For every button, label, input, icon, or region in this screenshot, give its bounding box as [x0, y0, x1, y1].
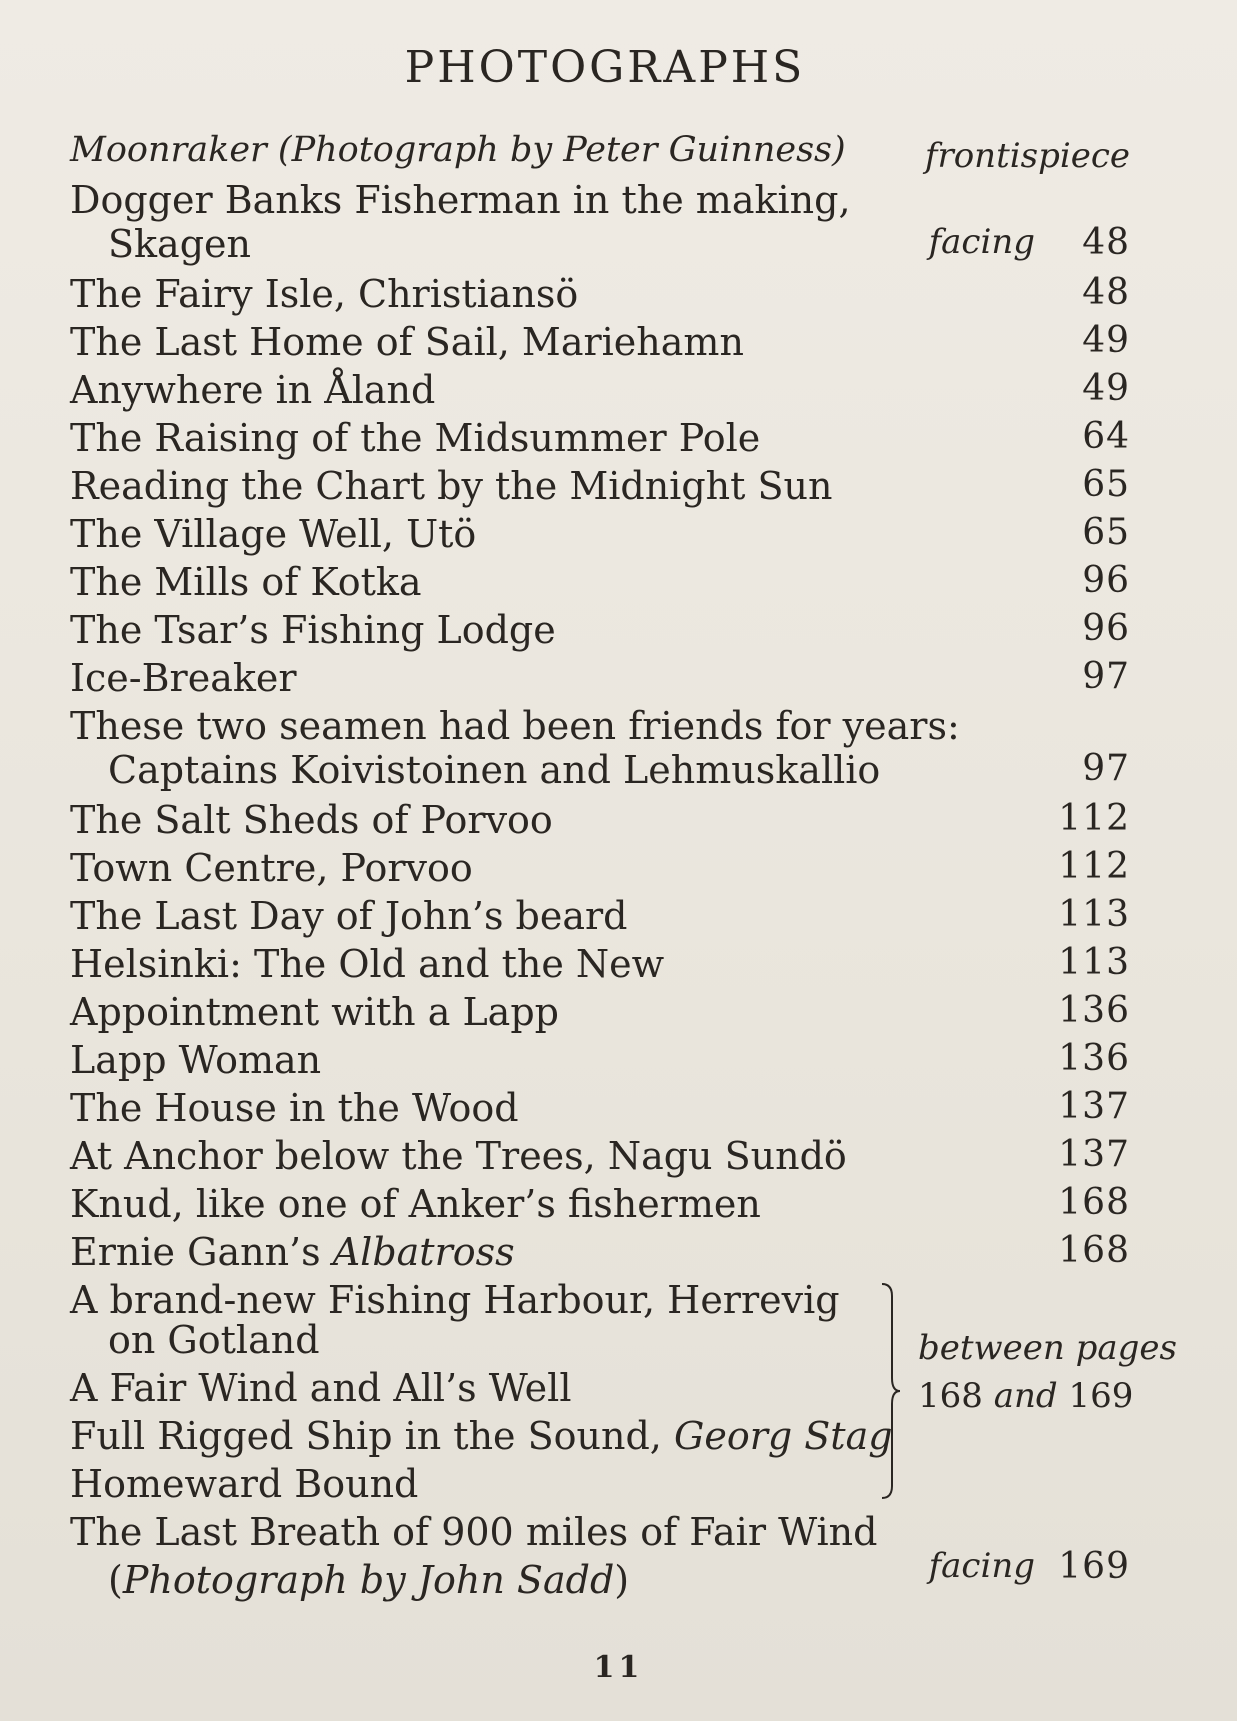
entry-page: 137 [1058, 1086, 1130, 1127]
entry-title: The Village Well, Utö [70, 512, 477, 556]
frontispiece-title: Moonraker [70, 130, 267, 170]
entry-title: At Anchor below the Trees, Nagu Sundö [70, 1134, 847, 1178]
entry-title: Ernie Gann’s Albatross [70, 1230, 515, 1274]
entry-title: Appointment with a Lapp [70, 990, 559, 1034]
entry-page: 136 [1058, 1038, 1130, 1079]
entry-page: 96 [1082, 560, 1130, 601]
brace-icon [880, 1282, 902, 1500]
list-item [70, 604, 1130, 652]
entry-title: Town Centre, Porvoo [70, 846, 473, 890]
list-item [70, 1226, 1130, 1274]
list-item [70, 364, 1130, 412]
list-item [70, 652, 1130, 700]
last-entry-credit: Photograph by John Sadd [122, 1558, 615, 1602]
entry-continuation: on Gotland [108, 1318, 320, 1362]
between-pages-label: between pages 168 and 169 [918, 1328, 1177, 1416]
last-entry: The Last Breath of 900 miles of Fair Wind (Photograph by John Sadd) facing 169 [70, 1510, 1130, 1602]
entry-page: 112 [1058, 846, 1130, 887]
list-item [70, 1458, 1130, 1506]
entry-continuation: Captains Koivistoinen and Lehmuskallio [108, 748, 881, 792]
entry-title: The Last Day of John’s beard [70, 894, 628, 938]
entry-page: 65 [1082, 464, 1130, 505]
page-number: 11 [593, 1650, 644, 1685]
list-item [70, 1082, 1130, 1130]
entry-page: 113 [1058, 942, 1130, 983]
entry-page: 97 [1082, 656, 1130, 697]
entry-title: Helsinki: The Old and the New [70, 942, 665, 986]
entry-continuation: Skagen [108, 222, 252, 266]
entry-page: 49 [1082, 368, 1130, 409]
entry-page: 64 [1082, 416, 1130, 457]
entry-page: 97 [1082, 748, 1130, 789]
entry-page: 137 [1058, 1134, 1130, 1175]
list-item [70, 1034, 1130, 1082]
entry-page: 96 [1082, 608, 1130, 649]
entry-page: 168 [1058, 1230, 1130, 1271]
entry-title: Reading the Chart by the Midnight Sun [70, 464, 833, 508]
entry-page: 168 [1058, 1182, 1130, 1223]
entry-page: 49 [1082, 320, 1130, 361]
list-item [70, 556, 1130, 604]
entry-page: 65 [1082, 512, 1130, 553]
list-item [70, 890, 1130, 938]
list-item [70, 700, 1130, 794]
entry-title: Anywhere in Åland [70, 368, 436, 412]
frontispiece-credit: (Photograph by Peter Guinness) [277, 130, 846, 170]
list-item [70, 174, 1130, 268]
entry-title: The Mills of Kotka [70, 560, 422, 604]
last-entry-page: 169 [1058, 1546, 1130, 1587]
entry-title: The Raising of the Midsummer Pole [70, 416, 761, 460]
entry-page: 112 [1058, 798, 1130, 839]
entry-page: 48 [1082, 272, 1130, 313]
entry-title: Full Rigged Ship in the Sound, Georg Stag [70, 1414, 893, 1458]
entry-title: Knud, like one of Anker’s fishermen [70, 1182, 761, 1226]
list-item [70, 986, 1130, 1034]
list-item [70, 460, 1130, 508]
between-pages-group [70, 1274, 1177, 1506]
entry-title: Lapp Woman [70, 1038, 322, 1082]
photo-list [70, 126, 1177, 1602]
entry-title: The House in the Wood [70, 1086, 519, 1130]
page-title: PHOTOGRAPHS [404, 42, 806, 93]
entry-title: Dogger Banks Fisherman in the making, [70, 178, 851, 222]
list-item [70, 842, 1130, 890]
entry-title: The Tsar’s Fishing Lodge [70, 608, 556, 652]
entry-title: The Salt Sheds of Porvoo [70, 798, 553, 842]
entry-title: Homeward Bound [70, 1462, 419, 1506]
list-item [70, 1178, 1130, 1226]
list-item [70, 1130, 1130, 1178]
list-item [70, 412, 1130, 460]
list-item [70, 938, 1130, 986]
list-item [70, 268, 1130, 316]
entry-title: A Fair Wind and All’s Well [70, 1366, 572, 1410]
list-item [70, 794, 1130, 842]
frontispiece-entry [70, 126, 1130, 174]
entry-title: Ice-Breaker [70, 656, 297, 700]
entry-page: 113 [1058, 894, 1130, 935]
entry-title: These two seamen had been friends for years: [70, 704, 960, 748]
entry-page: 48 [1082, 222, 1130, 263]
entries-list [70, 174, 1130, 1274]
entry-title: A brand-new Fishing Harbour, Herrevig [70, 1278, 840, 1322]
frontispiece-label: frontispiece [924, 136, 1130, 176]
facing-label: facing [928, 222, 1035, 262]
list-item [70, 316, 1130, 364]
entry-title: The Last Home of Sail, Mariehamn [70, 320, 744, 364]
entry-page: 136 [1058, 990, 1130, 1031]
entry-title: The Fairy Isle, Christiansö [70, 272, 579, 316]
list-item [70, 508, 1130, 556]
